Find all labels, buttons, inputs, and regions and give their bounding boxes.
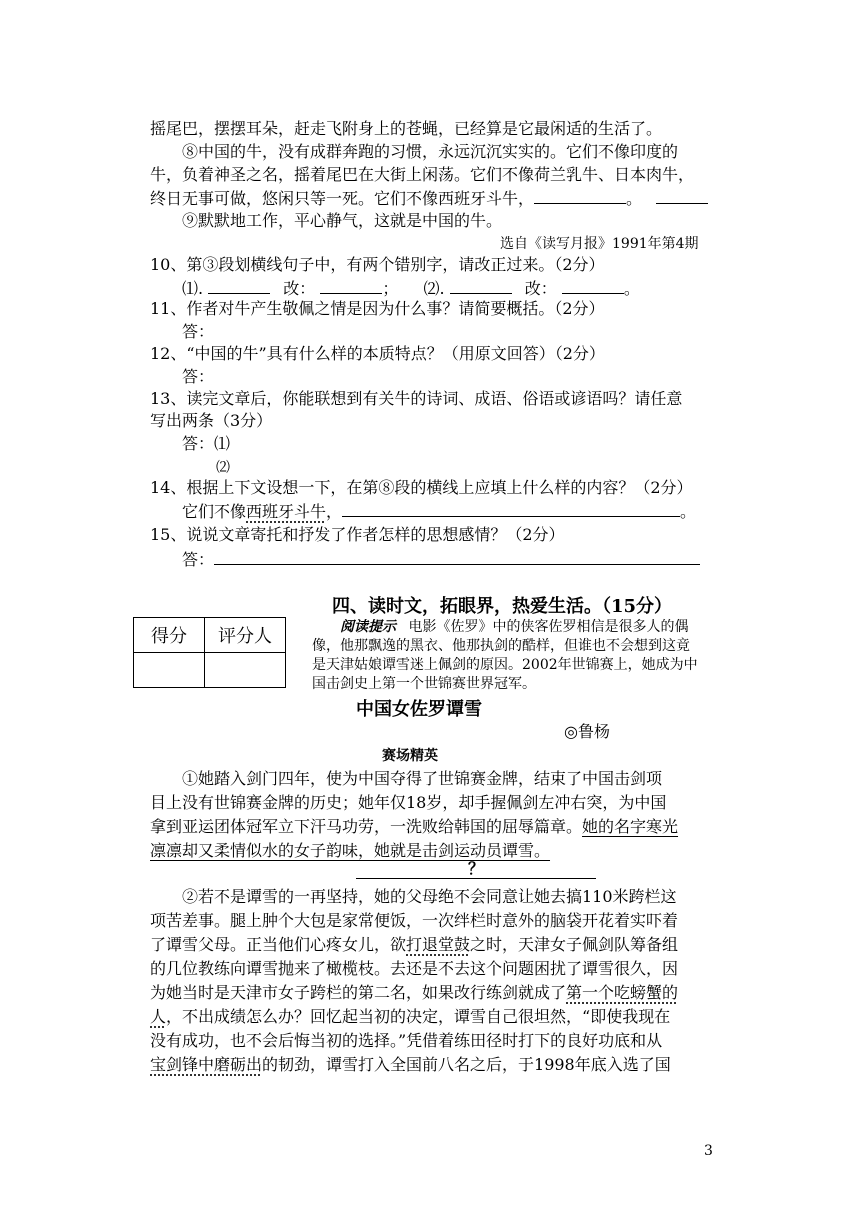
answer-blank[interactable] [656, 187, 708, 204]
question-14-answer: 它们不像西班牙斗牛， 。 [182, 502, 697, 521]
score-cell[interactable] [134, 653, 205, 688]
score-table [133, 617, 286, 688]
article-line: 项苦差事。腿上肿个大包是家常便饭，一次绊栏时意外的脑袋开花着实吓着 [150, 911, 679, 930]
question-13-cont: 写出两条（3分） [150, 411, 273, 430]
question-15-answer: 答： [182, 548, 700, 571]
question-13-answer-1[interactable]: 答：⑴ [182, 434, 231, 453]
hint-label: 阅读提示 [340, 619, 396, 635]
section-heading: 四、读时文，拓眼界，热爱生活。（15分） [332, 596, 673, 617]
question-10-answers: ⑴. 改： ； ⑵. 改： 。 [182, 279, 640, 298]
article-line: 宝剑锋中磨砺出的韧劲，谭雪打入全国前八名之后，于1998年底入选了国 [150, 1055, 671, 1074]
article-line: ①她踏入剑门四年，使为中国夺得了世锦赛金牌，结束了中国击剑项 [182, 769, 663, 788]
reading-hint-line: 是天津姑娘谭雪迷上佩剑的原因。2002年世锦赛上，她成为中 [312, 657, 698, 673]
article-line: 人，不出成绩怎么办？回忆起当初的决定，谭雪自己很坦然，“即使我现在 [150, 1007, 671, 1026]
grader-cell[interactable] [205, 653, 286, 688]
passage-para8-line2: 牛，负着神圣之名，摇着尾巴在大街上闲荡。它们不像荷兰乳牛、日本肉牛， [150, 165, 695, 184]
article-subhead: 赛场精英 [382, 748, 438, 764]
score-label: 得分 [134, 618, 205, 653]
question-11-answer[interactable]: 答： [182, 322, 215, 341]
reading-hint-line: 像，他那飘逸的黑衣、他那执剑的酷样，但谁也不会想到这竟 [312, 638, 690, 654]
answer-blank[interactable] [214, 548, 700, 565]
answer-blank[interactable] [450, 277, 512, 294]
question-10: 10、第③段划横线句子中，有两个错别字，请改正过来。（2分） [150, 255, 605, 274]
grader-label: 评分人 [205, 618, 286, 653]
passage-para8-line3: 终日无事可做，悠闲只等一死。它们不像西班牙斗牛， 。 [150, 187, 708, 210]
question-12: 12、“中国的牛”具有什么样的本质特点？（用原文回答）（2分） [150, 344, 605, 363]
reading-hint: 阅读提示 电影《佐罗》中的侠客佐罗相信是很多人的偶 [340, 619, 689, 635]
article-line: 拿到亚运团体冠军立下汗马功劳，一洗败给韩国的屈辱篇章。她的名字寒光 [150, 817, 679, 836]
passage-line: 摇尾巴，摆摆耳朵，赶走飞附身上的苍蝇，已经算是它最闲适的生活了。 [150, 119, 663, 138]
article-author: ◎鲁杨 [564, 722, 610, 741]
subtitle-blank[interactable]: ？ [356, 860, 596, 879]
passage-para8-line1: ⑧中国的牛，没有成群奔跑的习惯，永远沉沉实实的。它们不像印度的 [182, 142, 679, 161]
answer-blank[interactable] [534, 187, 626, 204]
article-line: 的几位教练向谭雪抛来了橄榄枝。去还是不去这个问题困扰了谭雪很久，因 [150, 959, 679, 978]
question-13: 13、读完文章后，你能联想到有关牛的诗词、成语、俗语或谚语吗？请任意 [150, 389, 683, 408]
source-note: 选自《读写月报》1991年第4期 [500, 236, 699, 252]
article-title: 中国女佐罗谭雪 [356, 699, 482, 720]
answer-blank[interactable] [342, 500, 680, 517]
article-line: 为她当时是天津市女子跨栏的第二名，如果改行练剑就成了第一个吃螃蟹的 [150, 983, 679, 1002]
answer-blank[interactable] [208, 277, 270, 294]
question-12-answer[interactable]: 答： [182, 367, 215, 386]
article-line: 目上没有世锦赛金牌的历史；她年仅18岁，却手握佩剑左冲右突，为中国 [150, 793, 667, 812]
page-number: 3 [704, 1143, 713, 1159]
question-14: 14、根据上下文设想一下，在第⑧段的横线上应填上什么样的内容？（2分） [150, 478, 693, 497]
question-15: 15、说说文章寄托和抒发了作者怎样的思想感情？（2分） [150, 525, 565, 544]
passage-para9: ⑨默默地工作，平心静气，这就是中国的牛。 [182, 211, 503, 230]
article-line: 没有成功，也不会后悔当初的选择。”凭借着练田径时打下的良好功底和从 [150, 1031, 663, 1050]
article-line: 凛凛却又柔情似水的女子韵味，她就是击剑运动员谭雪。 [150, 841, 551, 860]
question-11: 11、作者对牛产生敬佩之情是因为什么事？请简要概括。（2分） [150, 299, 605, 318]
article-line: ②若不是谭雪的一再坚持，她的父母绝不会同意让她去搞110米跨栏这 [182, 887, 677, 906]
article-line: 了谭雪父母。正当他们心疼女儿，欲打退堂鼓之时，天津女子佩剑队筹备组 [150, 935, 679, 954]
answer-blank[interactable] [320, 277, 382, 294]
reading-hint-line: 国击剑史上第一个世锦赛世界冠军。 [312, 676, 536, 692]
answer-blank[interactable] [562, 277, 624, 294]
question-13-answer-2[interactable]: ⑵ [216, 460, 230, 476]
